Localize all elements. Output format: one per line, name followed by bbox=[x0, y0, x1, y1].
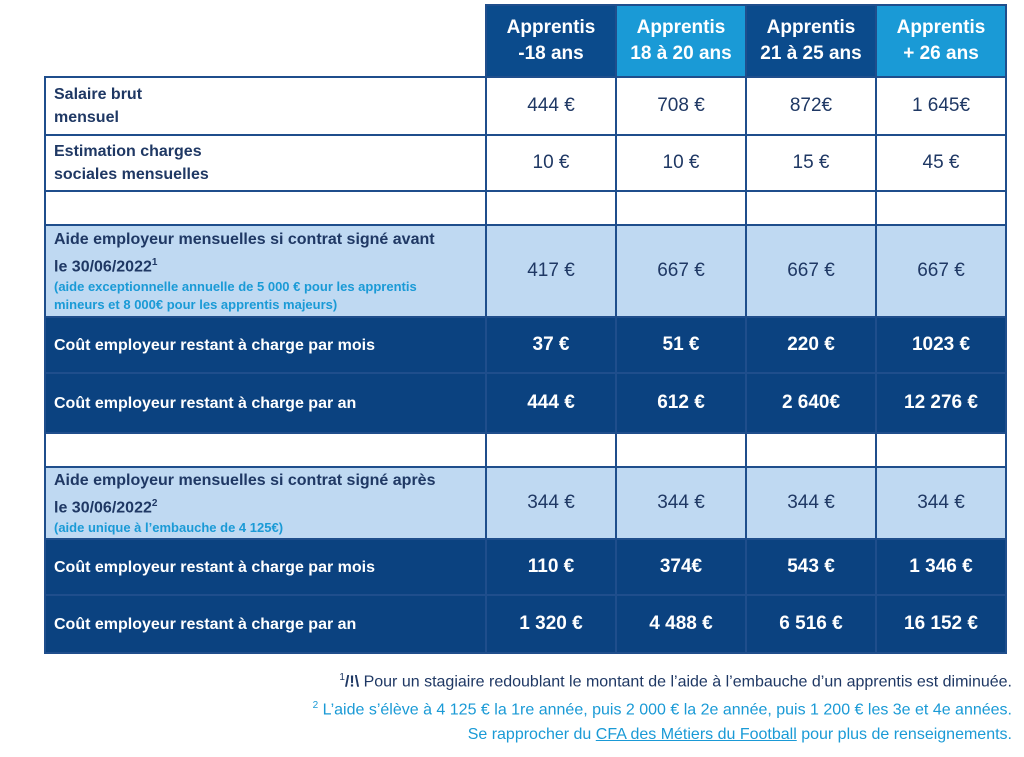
footnote-3: Se rapprocher du CFA des Métiers du Football pour plus de renseignements. bbox=[467, 725, 1012, 743]
cell: 4 488 € bbox=[616, 595, 746, 653]
aide-note: (aide exceptionnelle annuelle de 5 000 € pour les apprentis mineurs et 8 000€ pour les apprentis majeurs) bbox=[54, 279, 417, 313]
cell: 344 € bbox=[746, 467, 876, 539]
row-cout-an-avant bbox=[45, 373, 1006, 433]
header-row bbox=[45, 5, 1006, 77]
row-cout-mois-apres bbox=[45, 539, 1006, 595]
cell: 1 320 € bbox=[486, 595, 616, 653]
spacer-row bbox=[45, 191, 1006, 225]
cell: 110 € bbox=[486, 539, 616, 595]
cell: 37 € bbox=[486, 317, 616, 373]
apprentice-cost-table bbox=[44, 4, 1007, 654]
cell: 444 € bbox=[486, 77, 616, 135]
row-aide-apres bbox=[45, 467, 1006, 539]
cell: 612 € bbox=[616, 373, 746, 433]
cell: 51 € bbox=[616, 317, 746, 373]
cell: 667 € bbox=[616, 225, 746, 317]
row-label: Coût employeur restant à charge par an bbox=[45, 373, 486, 433]
row-label: Aide employeur mensuelles si contrat signé avant le 30/06/2022$^1$ (aide exceptionnelle annuelle de 5 000 € pour les apprentis mineurs et 8 000€ pour les apprentis majeurs) bbox=[45, 225, 486, 317]
footnotes bbox=[313, 666, 1012, 747]
cell: 872€ bbox=[746, 77, 876, 135]
cell: 6 516 € bbox=[746, 595, 876, 653]
aide-note: (aide unique à l’embauche de 4 125€) bbox=[54, 520, 284, 536]
row-cout-mois-avant bbox=[45, 317, 1006, 373]
row-label: Coût employeur restant à charge par an bbox=[45, 595, 486, 653]
header-blank bbox=[45, 5, 486, 77]
cell: 1 346 € bbox=[876, 539, 1006, 595]
cell: 667 € bbox=[746, 225, 876, 317]
cell: 344 € bbox=[616, 467, 746, 539]
cell: 12 276 € bbox=[876, 373, 1006, 433]
cell: 16 152 € bbox=[876, 595, 1006, 653]
row-label: Estimation charges sociales mensuelles bbox=[45, 135, 486, 191]
cell: 10 € bbox=[616, 135, 746, 191]
row-label: Salaire brut mensuel bbox=[45, 77, 486, 135]
footnote-2: $^2$ L’aide s’élève à 4 125 € la 1re année, puis 2 000 € la 2e année, puis 1 200 € les 3e et 4e années. bbox=[312, 700, 1012, 719]
cell: 220 € bbox=[746, 317, 876, 373]
header-col-2: Apprentis 18 à 20 ans bbox=[616, 5, 746, 77]
row-label: Coût employeur restant à charge par mois bbox=[45, 317, 486, 373]
cell: 1 645€ bbox=[876, 77, 1006, 135]
cell: 667 € bbox=[876, 225, 1006, 317]
row-cout-an-apres bbox=[45, 595, 1006, 653]
cell: 344 € bbox=[486, 467, 616, 539]
cell: 2 640€ bbox=[746, 373, 876, 433]
cell: 543 € bbox=[746, 539, 876, 595]
header-col-3: Apprentis 21 à 25 ans bbox=[746, 5, 876, 77]
header-col-1: Apprentis -18 ans bbox=[486, 5, 616, 77]
cell: 1023 € bbox=[876, 317, 1006, 373]
cell: 15 € bbox=[746, 135, 876, 191]
cell: 417 € bbox=[486, 225, 616, 317]
cell: 10 € bbox=[486, 135, 616, 191]
cell: 374€ bbox=[616, 539, 746, 595]
cfa-link[interactable]: CFA des Métiers du Football bbox=[595, 725, 797, 743]
cell: 708 € bbox=[616, 77, 746, 135]
row-salaire bbox=[45, 77, 1006, 135]
cell: 45 € bbox=[876, 135, 1006, 191]
spacer-row bbox=[45, 433, 1006, 467]
row-charges bbox=[45, 135, 1006, 191]
row-label: Coût employeur restant à charge par mois bbox=[45, 539, 486, 595]
cell: 344 € bbox=[876, 467, 1006, 539]
header-col-4: Apprentis + 26 ans bbox=[876, 5, 1006, 77]
cell: 444 € bbox=[486, 373, 616, 433]
footnote-1: $^1$/!\ Pour un stagiaire redoublant le montant de l’aide à l’embauche d’un apprentis est diminuée. bbox=[339, 672, 1012, 691]
row-aide-avant bbox=[45, 225, 1006, 317]
row-label: Aide employeur mensuelles si contrat signé après le 30/06/2022$^2$ (aide unique à l’embauche de 4 125€) bbox=[45, 467, 486, 539]
